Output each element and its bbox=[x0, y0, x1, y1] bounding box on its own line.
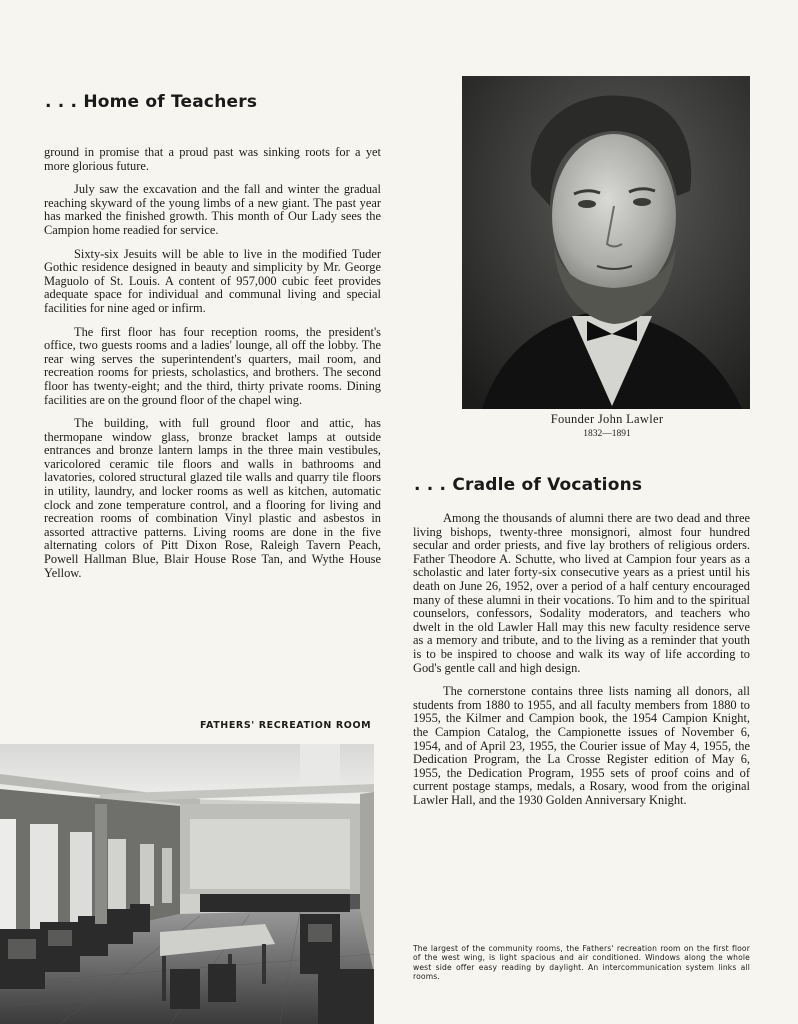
heading-cradle-of-vocations: . . . Cradle of Vocations bbox=[414, 475, 643, 495]
paragraph: The building, with full ground floor and attic, has thermopane window glass, bronze bracket lamps at outside entrances and bronze lantern lamps in the three main vestibules, varicolored ceramic tile floors and walls in bathrooms and lavatories, colored structural glazed tile walls and quarry tile floors in utility, laundry, and locker rooms as well as kitchen, automatic clock and zone temperature control, and a flooring for living and recreation rooms of combination Vinyl plastic and asbestos in assorted attractive patterns. Living rooms are done in the five alternating colors of Pitt Dixon Rose, Raleigh Tavern Peach, Powell Hallman Blue, Blair House Rose Tan, and Wythe House Yellow. bbox=[44, 416, 381, 580]
portrait-years: 1832—1891 bbox=[583, 429, 631, 439]
portrait-photo bbox=[462, 76, 750, 409]
paragraph: Among the thousands of alumni there are two dead and three living bishops, twenty-three monsignori, almost four hundred secular and order priests, and five lay brothers of religious orders. Father Theodore A. Schutte, who lived at Campion four years as a scholastic and later forty-six consecutive years as a priest until his death on June 26, 1952, over a period of a half century encouraged many of these alumni in their vocations. To him and to the spiritual counselors, confessors, Sodality moderators, and teachers who dwelt in the old Lawler Hall may this new faculty residence serve as a memory and tribute, and to the living as a reminder that youth is to be inspired to choose and walk its way of life according to God's gentle call and high design. bbox=[413, 511, 750, 675]
recreation-room-photo bbox=[0, 744, 374, 1024]
paragraph: July saw the excavation and the fall and winter the gradual reaching skyward of the young limbs of a new giant. The past year has marked the finished growth. This month of Our Lady sees the Campion home readied for service. bbox=[44, 182, 381, 237]
paragraph: ground in promise that a proud past was sinking roots for a yet more glorious future. bbox=[44, 145, 381, 173]
left-column-text bbox=[44, 146, 381, 590]
paragraph: The first floor has four reception rooms, the president's office, two guests rooms and a ladies' lounge, all off the lobby. The rear wing serves the superintendent's quarters, mail room, and recreation rooms for priests, scholastics, and brothers. The second floor has twenty-eight; and the third, thirty private rooms. Dining facilities are on the ground floor of the chapel wing. bbox=[44, 324, 381, 407]
right-column-text bbox=[413, 512, 750, 817]
portrait-caption: Founder John Lawler bbox=[550, 412, 664, 426]
paragraph: The cornerstone contains three lists naming all donors, all students from 1880 to 1955, and all faculty members from 1880 to 1955, the Kilmer and Campion book, the 1954 Campion Knight, the Campion Catalog, the Campionette issues of November 6, 1954, and of April 23, 1955, the Courier issue of May 4, 1955, the Dedication Program, the La Crosse Register edition of May 6, 1955, the Dedication Program, 1955 sets of proof coins and of current postage stamps, medals, a Rosary, wood from the original Lawler Hall, and the 1930 Golden Anniversary Knight. bbox=[413, 684, 750, 807]
paragraph: Sixty-six Jesuits will be able to live in the modified Tuder Gothic residence designed in beauty and simplicity by Mr. George Maguolo of St. Louis. A content of 957,000 cubic feet provides adequate space for individual and communal living and special facilities for nine aged or infirm. bbox=[44, 246, 381, 315]
photo-footnote: The largest of the community rooms, the Fathers' recreation room on the first floor of the west wing, is light spacious and air conditioned. Windows along the whole west side offer easy reading by daylight. An intercommunication system links all rooms. bbox=[413, 944, 750, 982]
heading-home-of-teachers: . . . Home of Teachers bbox=[45, 92, 258, 112]
recreation-room-label: FATHERS' RECREATION ROOM bbox=[200, 720, 372, 731]
